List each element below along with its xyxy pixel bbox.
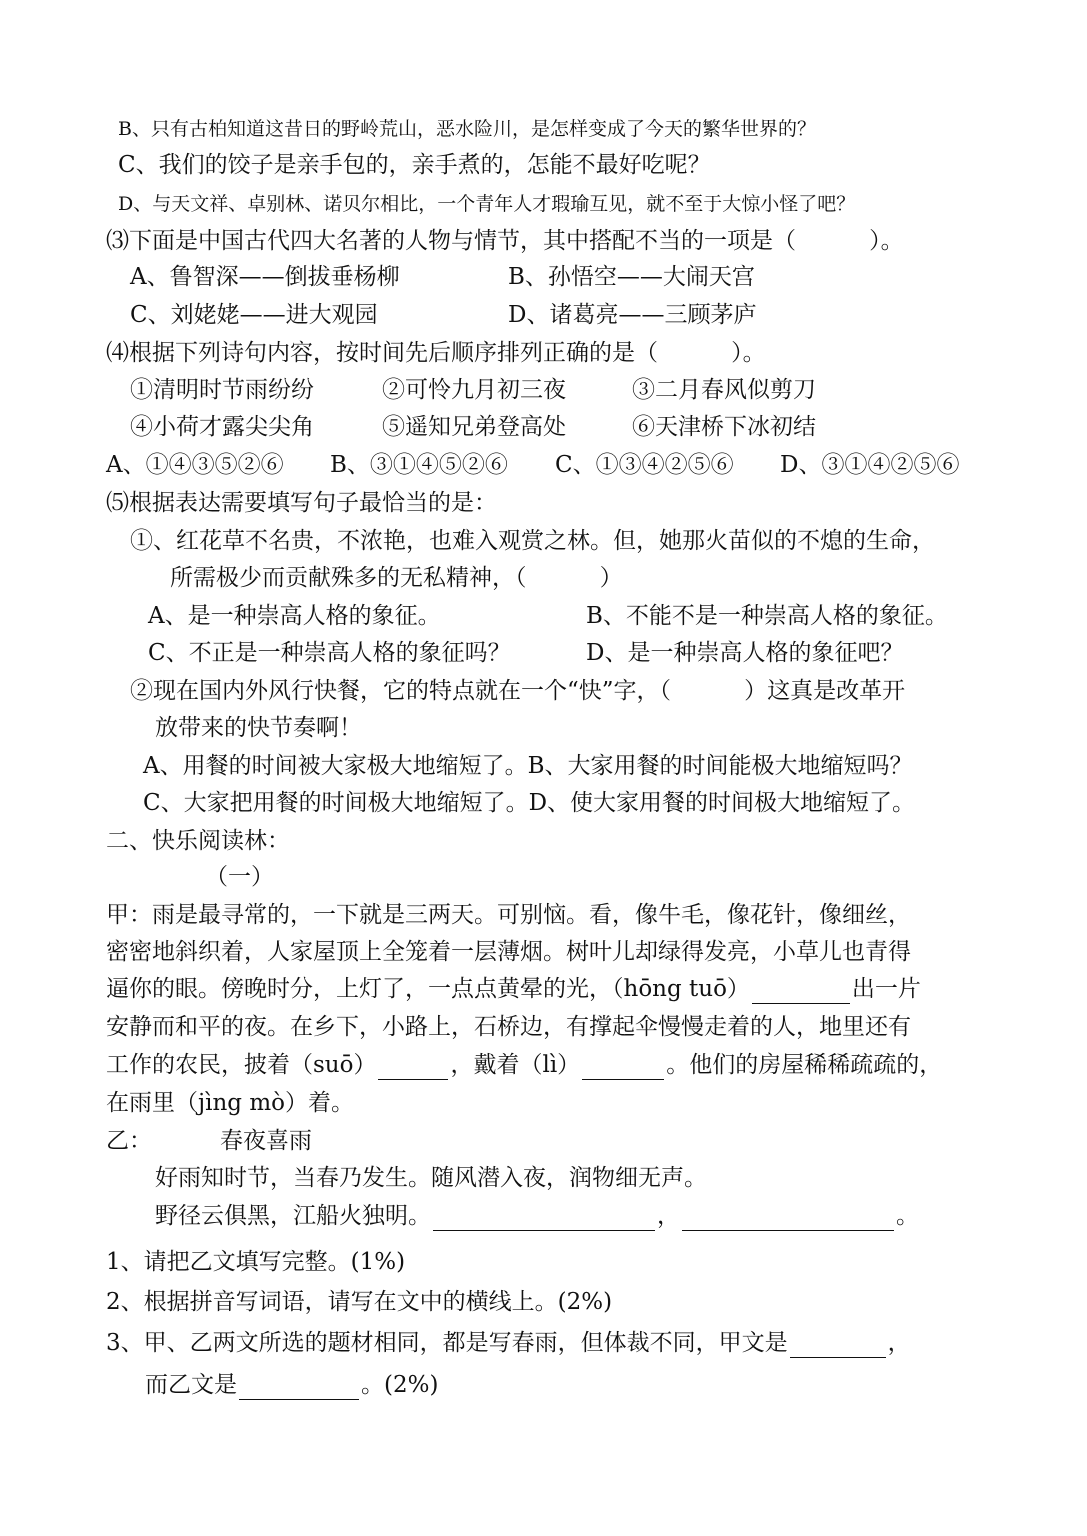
q5-s1-option-a: A、是一种崇高人格的象征。 bbox=[148, 603, 441, 629]
yi-poem-line: 好雨知时节，当春乃发生。随风潜入夜，润物细无声。 bbox=[155, 1165, 707, 1191]
q3-option-c: C、刘姥姥——进大观园 bbox=[130, 302, 378, 328]
yi-poem-title: 春夜喜雨 bbox=[220, 1128, 312, 1154]
jia-paragraph-line bbox=[106, 1050, 942, 1080]
answer-blank-poem-1[interactable] bbox=[433, 1206, 655, 1231]
q4-poem-line: ⑤遥知兄弟登高处 bbox=[382, 414, 566, 440]
q2-option-b: B、只有古柏知道这昔日的野岭荒山，恶水险川，是怎样变成了今天的繁华世界的？ bbox=[118, 118, 816, 140]
question-3-text: 。(2%) bbox=[361, 1372, 439, 1398]
q5-s1-option-c: C、不正是一种崇高人格的象征吗？ bbox=[148, 640, 511, 666]
q5-s2-options-cd: C、大家把用餐的时间极大地缩短了。D、使大家用餐的时间极大地缩短了。 bbox=[143, 790, 916, 816]
q5-stem: ⑸根据表达需要填写句子最恰当的是： bbox=[106, 490, 497, 516]
question-1: 1、请把乙文填写完整。(1%) bbox=[106, 1249, 406, 1275]
q4-poem-line: ②可怜九月初三夜 bbox=[382, 377, 566, 403]
q5-sentence2-cont: 放带来的快节奏啊！ bbox=[155, 715, 362, 741]
jia-text: ，戴着（lì） bbox=[450, 1052, 581, 1078]
section-subtitle: （一） bbox=[205, 864, 274, 890]
jia-text: 逼你的眼。傍晚时分，上灯了，一点点黄晕的光，（hōng tuō） bbox=[106, 976, 750, 1002]
yi-text: ， bbox=[657, 1203, 680, 1229]
q2-option-d: D、与天文祥、卓别林、诺贝尔相比，一个青年人才瑕瑜互见，就不至于大惊小怪了吧？ bbox=[118, 193, 856, 215]
answer-blank-suo[interactable] bbox=[378, 1055, 448, 1080]
jia-text: 。他们的房屋稀稀疏疏的， bbox=[666, 1052, 943, 1078]
answer-blank-poem-2[interactable] bbox=[682, 1206, 894, 1231]
q2-option-c: C、我们的饺子是亲手包的，亲手煮的，怎能不最好吃呢？ bbox=[118, 152, 711, 178]
yi-text: 野径云俱黑，江船火独明。 bbox=[155, 1203, 431, 1229]
q4-poem-line: ③二月春风似剪刀 bbox=[632, 377, 816, 403]
jia-text: 出一片 bbox=[851, 976, 921, 1002]
q5-s1-option-d: D、是一种崇高人格的象征吧？ bbox=[586, 640, 904, 666]
answer-blank-hongtuo[interactable] bbox=[752, 979, 850, 1004]
jia-text: 工作的农民，披着（suō） bbox=[106, 1052, 377, 1078]
q4-option-c: C、①③④②⑤⑥ bbox=[555, 452, 734, 478]
yi-poem-line bbox=[155, 1201, 919, 1231]
q3-option-b: B、孙悟空——大闹天宫 bbox=[508, 264, 755, 290]
question-3-text: ， bbox=[887, 1330, 911, 1356]
answer-blank-yi-genre[interactable] bbox=[239, 1375, 359, 1400]
q4-option-a: A、①④③⑤②⑥ bbox=[106, 452, 284, 478]
question-3-text: 而乙文是 bbox=[145, 1372, 237, 1398]
q5-sentence1: ①、红花草不名贵，不浓艳，也难入观赏之林。但，她那火苗似的不熄的生命， bbox=[130, 528, 935, 554]
q4-stem: ⑷根据下列诗句内容，按时间先后顺序排列正确的是（ ）。 bbox=[106, 340, 766, 366]
yi-text: 。 bbox=[896, 1203, 919, 1229]
q3-option-a: A、鲁智深——倒拔垂杨柳 bbox=[130, 264, 400, 290]
q4-poem-line: ④小荷才露尖尖角 bbox=[130, 414, 314, 440]
section-title: 二、快乐阅读林： bbox=[106, 828, 290, 854]
q3-option-d: D、诸葛亮——三顾茅庐 bbox=[508, 302, 757, 328]
jia-paragraph-line: 安静而和平的夜。在乡下，小路上，石桥边，有撑起伞慢慢走着的人，地里还有 bbox=[106, 1014, 911, 1040]
question-3-cont bbox=[145, 1370, 438, 1400]
jia-paragraph-line: 甲：雨是最寻常的，一下就是三两天。可别恼。看，像牛毛，像花针，像细丝， bbox=[106, 902, 911, 928]
answer-blank-jia-genre[interactable] bbox=[790, 1333, 886, 1358]
q5-sentence2: ②现在国内外风行快餐，它的特点就在一个“快”字，（ ）这真是改革开 bbox=[130, 678, 906, 704]
question-2: 2、根据拼音写词语，请写在文中的横线上。(2%) bbox=[106, 1289, 613, 1315]
question-3-text: 3、甲、乙两文所选的题材相同，都是写春雨，但体裁不同，甲文是 bbox=[106, 1330, 788, 1356]
q3-stem: ⑶下面是中国古代四大名著的人物与情节，其中搭配不当的一项是（ ）。 bbox=[106, 228, 904, 254]
jia-paragraph-line: 在雨里（jìng mò）着。 bbox=[106, 1090, 354, 1116]
q5-s2-options-ab: A、用餐的时间被大家极大地缩短了。B、大家用餐的时间能极大地缩短吗？ bbox=[143, 753, 913, 779]
jia-paragraph-line bbox=[106, 974, 921, 1004]
q4-option-d: D、③①④②⑤⑥ bbox=[780, 452, 960, 478]
answer-blank-li[interactable] bbox=[582, 1055, 664, 1080]
q5-sentence1-cont: 所需极少而贡献殊多的无私精神，（ ） bbox=[170, 565, 623, 591]
jia-paragraph-line: 密密地斜织着，人家屋顶上全笼着一层薄烟。树叶儿却绿得发亮，小草儿也青得 bbox=[106, 939, 911, 965]
q4-option-b: B、③①④⑤②⑥ bbox=[330, 452, 508, 478]
q4-poem-line: ①清明时节雨纷纷 bbox=[130, 377, 314, 403]
q5-s1-option-b: B、不能不是一种崇高人格的象征。 bbox=[586, 603, 948, 629]
q4-poem-line: ⑥天津桥下冰初结 bbox=[632, 414, 816, 440]
question-3 bbox=[106, 1328, 911, 1358]
yi-label: 乙： bbox=[106, 1128, 152, 1154]
